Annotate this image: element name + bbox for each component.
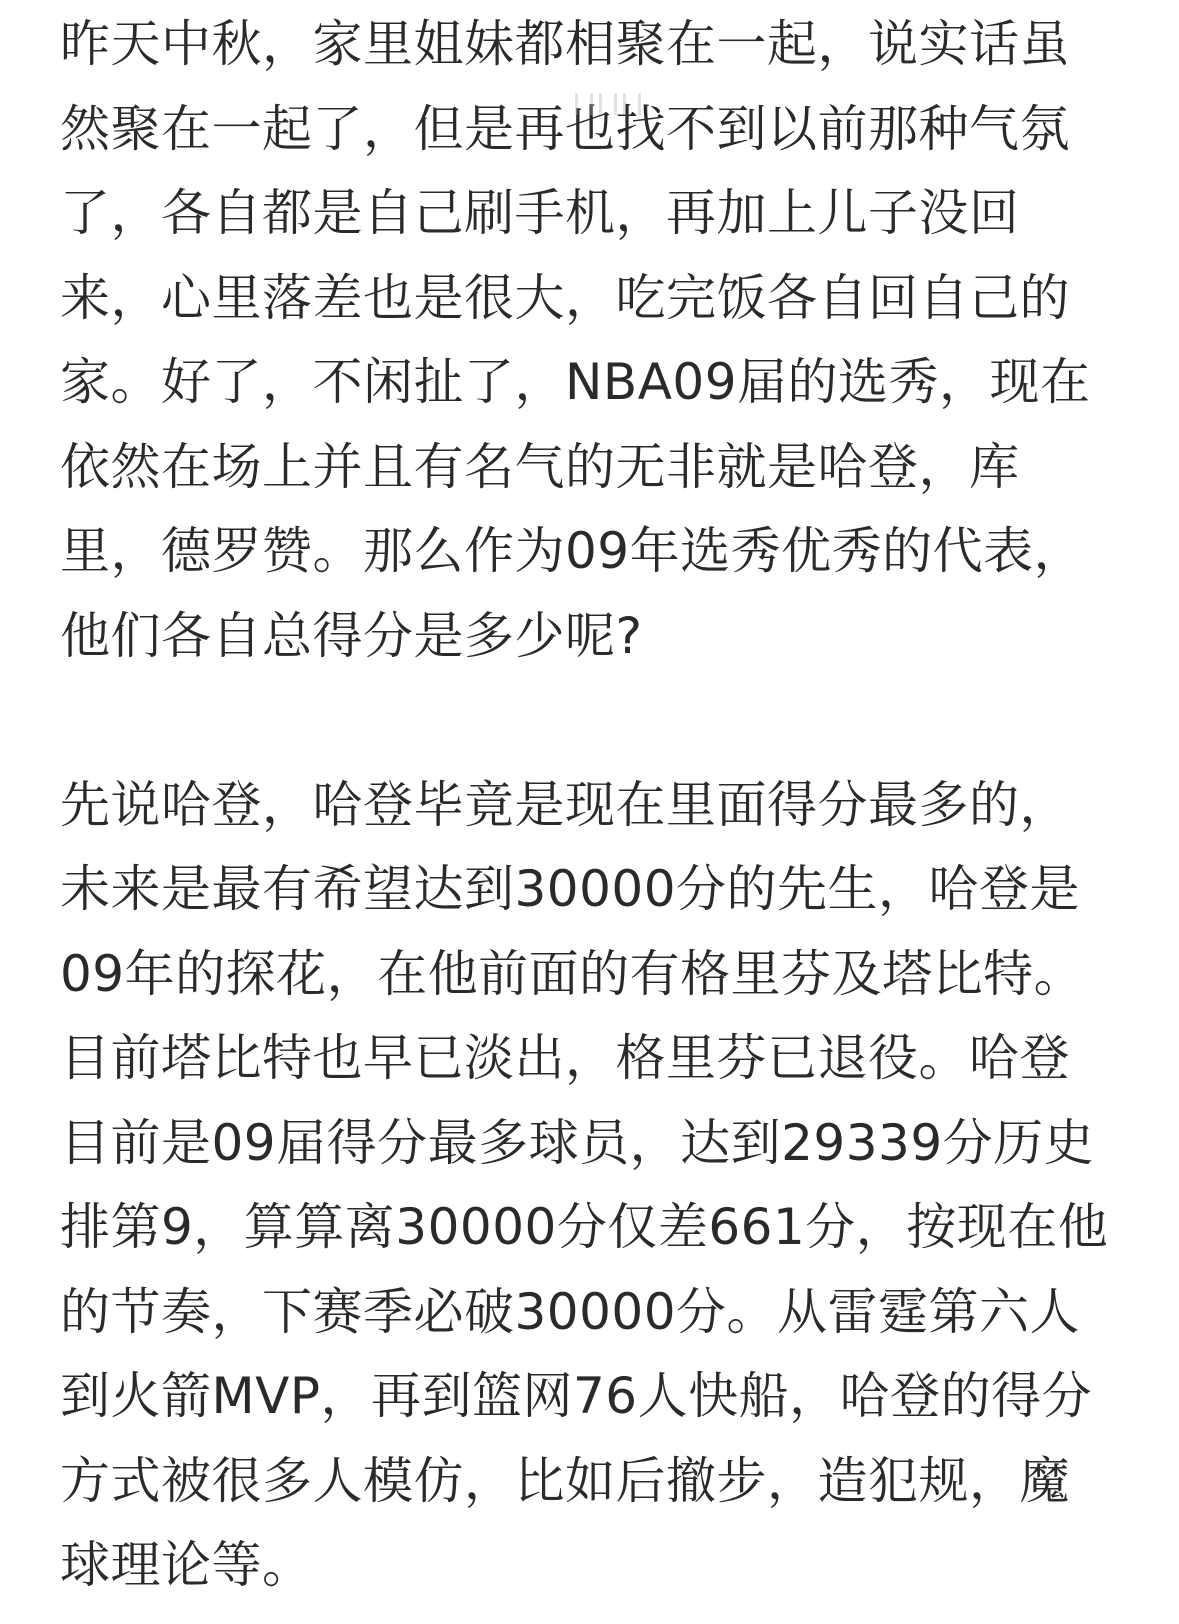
watermark-icon [575,93,670,115]
text-line: 里，德罗赞。那么作为09年选秀优秀的代表， [60,522,1085,580]
text-line: 排第9，算算离30000分仅差661分，按现在他 [60,1198,1109,1256]
text-line: 依然在场上并且有名气的无非就是哈登，库 [60,437,1020,496]
text-line: 来，心里落差也是很大，吃完饭各自回自己的 [60,268,1070,327]
text-line: 目前塔比特也早已淡出，格里芬已退役。哈登 [60,1029,1070,1087]
text-line: 了，各自都是自己刷手机，再加上儿子没回 [60,184,1020,242]
watermark-bar [623,93,641,115]
text-line: 未来是最有希望达到30000分的先生，哈登是 [60,860,1081,918]
text-line: 球理论等。 [60,1536,313,1594]
paragraph-spacer [60,678,1095,763]
text-line: 的节奏，下赛季必破30000分。从雷霆第六人 [60,1282,1081,1341]
paragraph-2 [60,763,1109,1608]
text-line: 他们各自总得分是多少呢? [60,606,643,665]
watermark-bar [599,93,617,115]
text-line: 09年的探花，在他前面的有格里芬及塔比特。 [60,944,1085,1003]
text-line: 家。好了，不闲扯了，NBA09届的选秀，现在 [60,353,1091,411]
text-line: 先说哈登，哈登毕竟是现在里面得分最多的， [60,775,1070,834]
text-line: 到火箭MVP，再到篮网76人快船，哈登的得分 [60,1367,1093,1425]
text-line: 方式被很多人模仿，比如后撤步，造犯规，魔 [60,1451,1070,1510]
text-line: 然聚在一起了，但是再也找不到以前那种气氛 [60,99,1070,158]
text-line: 昨天中秋，家里姐妹都相聚在一起，说实话虽 [60,15,1070,73]
article-body [60,2,1109,1608]
watermark-bar [575,93,593,115]
text-line: 目前是09届得分最多球员，达到29339分历史 [60,1113,1095,1172]
